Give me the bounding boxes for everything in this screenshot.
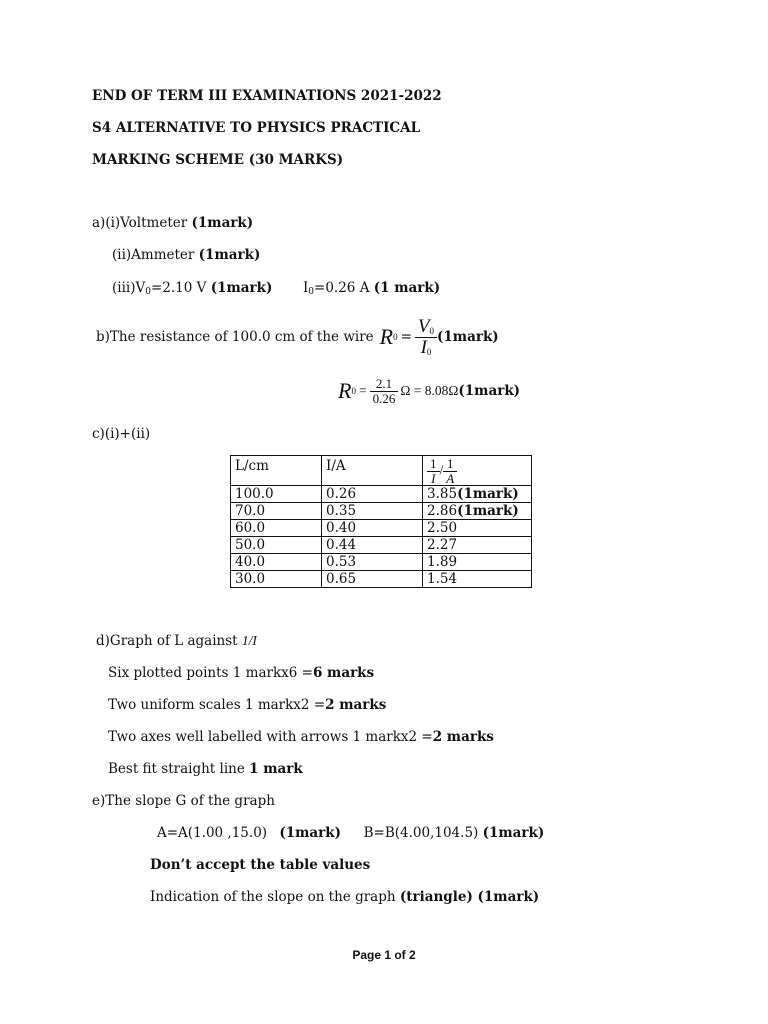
part-e-indication: Indication of the slope on the graph (triangle) (1mark) xyxy=(150,889,540,905)
cell-reciprocal: 2.86(1mark) xyxy=(423,503,532,520)
page-number: Page 1 of 2 xyxy=(352,948,416,962)
part-d-title: d)Graph of L against 1/I xyxy=(96,633,257,649)
part-a-iii: (iii)V0=2.10 V (1mark) I0=0.26 A (1 mark) xyxy=(112,280,441,297)
scheme-title: MARKING SCHEME (30 MARKS) xyxy=(92,152,344,168)
table-row xyxy=(231,520,532,537)
header-length: L/cm xyxy=(231,456,322,486)
cell-length: 50.0 xyxy=(231,537,322,554)
cell-length: 30.0 xyxy=(231,571,322,588)
cell-length: 60.0 xyxy=(231,520,322,537)
cell-length: 70.0 xyxy=(231,503,322,520)
paper-title: S4 ALTERNATIVE TO PHYSICS PRACTICAL xyxy=(92,120,421,136)
results-table xyxy=(230,455,532,588)
table-row xyxy=(231,537,532,554)
cell-current: 0.65 xyxy=(322,571,423,588)
part-b-calc: R 0 = $\frac{2.1}{0.26}$ Ω = 8.08Ω (1mark) xyxy=(338,375,521,406)
part-e-note: Don’t accept the table values xyxy=(150,857,371,873)
part-e-title: e)The slope G of the graph xyxy=(92,793,275,809)
part-a-ii: (ii)Ammeter (1mark) xyxy=(112,247,261,263)
cell-reciprocal: 2.27 xyxy=(423,537,532,554)
table-row xyxy=(231,486,532,503)
resistance-formula: $\frac{V0}{I0}$ xyxy=(415,317,437,358)
cell-reciprocal: 1.54 xyxy=(423,571,532,588)
cell-current: 0.53 xyxy=(322,554,423,571)
table-row xyxy=(231,571,532,588)
calc-fraction: $\frac{2.1}{0.26}$ xyxy=(370,377,399,405)
header-current: I/A xyxy=(322,456,423,486)
part-b-line: b)The resistance of 100.0 cm of the wire R 0 = $\frac{V0}{I0}$ (1mark) xyxy=(96,315,499,358)
cell-current: 0.26 xyxy=(322,486,423,503)
table-row xyxy=(231,503,532,520)
cell-length: 40.0 xyxy=(231,554,322,571)
cell-reciprocal: 2.50 xyxy=(423,520,532,537)
part-a-i: a)(i)Voltmeter (1mark) xyxy=(92,215,254,231)
part-c-label: c)(i)+(ii) xyxy=(92,426,151,442)
exam-title: END OF TERM III EXAMINATIONS 2021-2022 xyxy=(92,88,442,104)
cell-reciprocal: 3.85(1mark) xyxy=(423,486,532,503)
part-d-scales: Two uniform scales 1 markx2 =2 marks xyxy=(108,697,387,713)
cell-length: 100.0 xyxy=(231,486,322,503)
cell-current: 0.35 xyxy=(322,503,423,520)
header-reciprocal: $\frac{1}{I}$ / $\frac{1}{A}$ xyxy=(423,456,532,486)
cell-reciprocal: 1.89 xyxy=(423,554,532,571)
part-d-axes: Two axes well labelled with arrows 1 markx2 =2 marks xyxy=(108,729,494,745)
table-header-row xyxy=(231,456,532,486)
part-d-line: Best fit straight line 1 mark xyxy=(108,761,303,777)
part-d-points: Six plotted points 1 markx6 =6 marks xyxy=(108,665,375,681)
cell-current: 0.40 xyxy=(322,520,423,537)
table-row xyxy=(231,554,532,571)
cell-current: 0.44 xyxy=(322,537,423,554)
part-e-points: A=A(1.00 ,15.0) (1mark) B=B(4.00,104.5) (1mark) xyxy=(157,825,545,841)
